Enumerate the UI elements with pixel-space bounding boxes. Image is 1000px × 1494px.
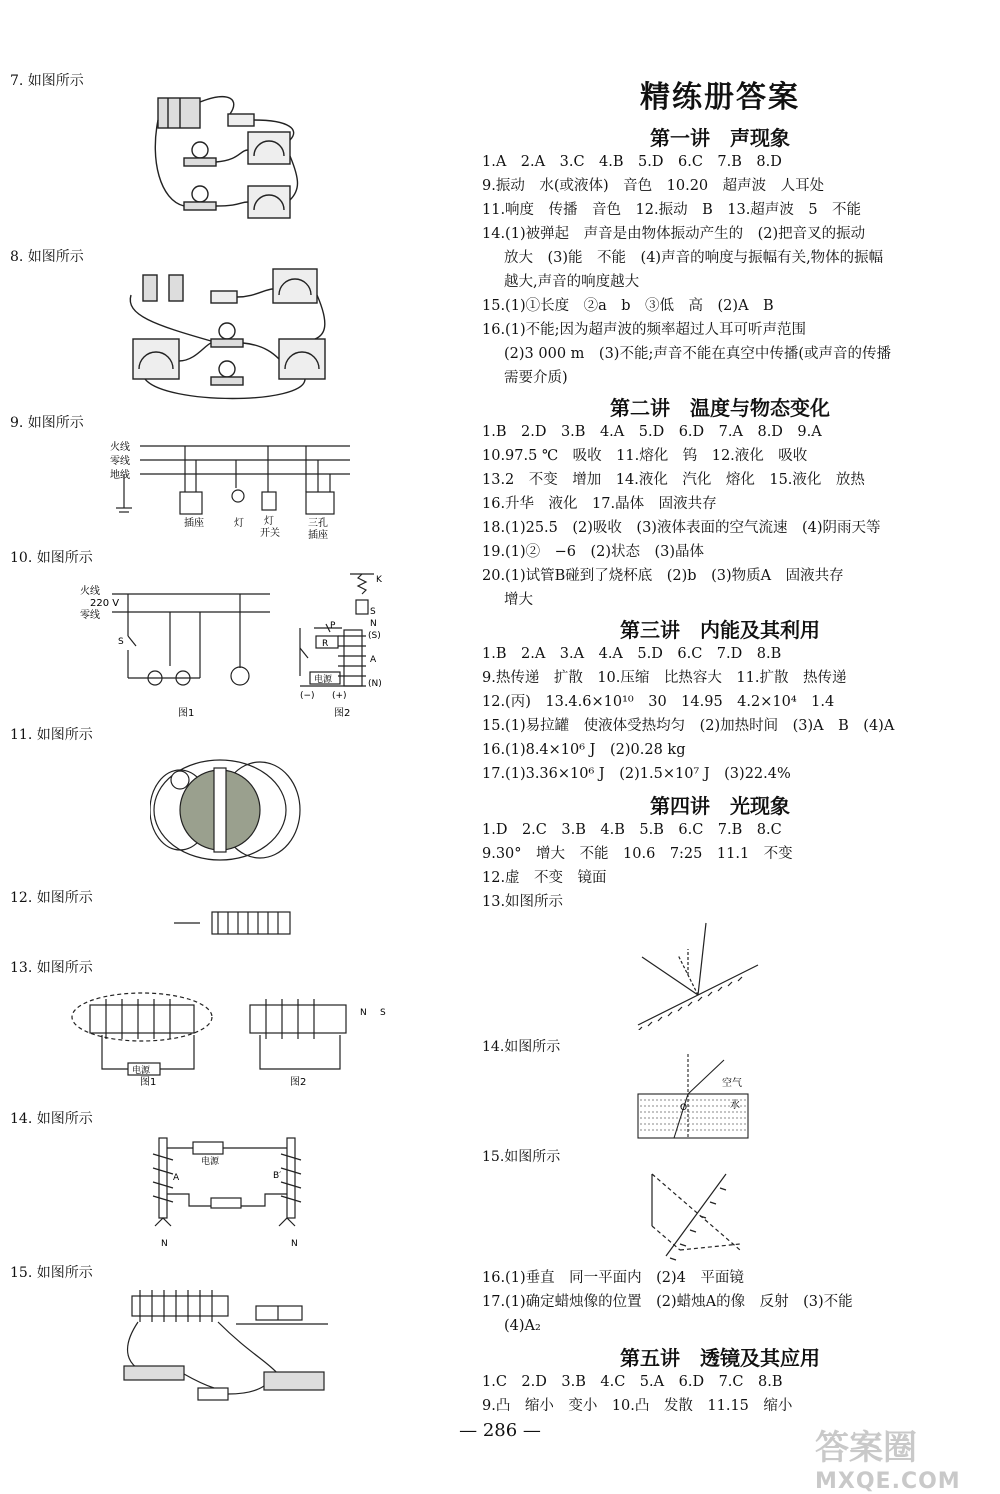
fig10-zero-label: 零线 bbox=[80, 610, 100, 621]
fig14-b-label: B′ bbox=[273, 1171, 282, 1181]
answer-line: 13.如图所示 bbox=[482, 894, 564, 910]
answer-line: 14.(1)被弹起 声音是由物体振动产生的 (2)把音叉的振动 bbox=[482, 226, 866, 242]
circuit-diagram-q10 bbox=[80, 566, 400, 720]
q9-label: 9. 如图所示 bbox=[10, 415, 84, 431]
answer-line: 9.凸 缩小 变小 10.凸 发散 11.15 缩小 bbox=[482, 1398, 793, 1414]
section-2-answers bbox=[482, 420, 982, 612]
three-hole-label-line1: 三孔 bbox=[308, 518, 328, 529]
fig13-figure1-caption: 图1 bbox=[140, 1077, 157, 1088]
fig10-fire-label: 火线 bbox=[80, 586, 100, 597]
fig10-plus-label: (+) bbox=[332, 691, 347, 701]
fig13-figure2-caption: 图2 bbox=[290, 1077, 307, 1088]
fig14-a-label: A bbox=[173, 1173, 180, 1183]
fig10-k-label: K bbox=[376, 575, 382, 585]
fig14-n-right-label: N bbox=[291, 1239, 298, 1249]
answer-line: 12.虚 不变 镜面 bbox=[482, 870, 607, 886]
section-5-answers bbox=[482, 1370, 982, 1418]
answer-line: 16.(1)垂直 同一平面内 (2)4 平面镜 bbox=[482, 1270, 744, 1286]
fig10-n-paren-label: (N) bbox=[368, 679, 382, 689]
section-heading-3: 第三讲 内能及其利用 bbox=[620, 618, 820, 642]
section-heading-1: 第一讲 声现象 bbox=[650, 126, 790, 150]
switch-label-line1: 灯 bbox=[264, 516, 274, 527]
answer-line: 增大 bbox=[504, 592, 533, 608]
fig10-power-label: 电源 bbox=[314, 675, 333, 685]
circuit-diagram-q7 bbox=[150, 90, 310, 220]
fig10-a-label: A bbox=[370, 655, 377, 665]
answer-line: 15.(1)①长度 ②a b ③低 高 (2)A B bbox=[482, 298, 774, 314]
answer-line: 19.(1)② −6 (2)状态 (3)晶体 bbox=[482, 544, 705, 560]
q7-label: 7. 如图所示 bbox=[10, 73, 84, 89]
q8-label: 8. 如图所示 bbox=[10, 249, 84, 265]
answer-line: (2)3 000 m (3)不能;声音不能在真空中传播(或声音的传播 bbox=[504, 346, 891, 362]
fig10-voltage-label: 220 V bbox=[90, 598, 120, 609]
fig10-s-label: S bbox=[370, 607, 376, 617]
answer-line: 越大,声音的响度越大 bbox=[504, 274, 640, 290]
fig13-s-label: S bbox=[380, 1008, 386, 1018]
answer-line: 18.(1)25.5 (2)吸收 (3)液体表面的空气流速 (4)阴雨天等 bbox=[482, 520, 881, 536]
origin-label: O bbox=[680, 1103, 688, 1113]
fig13-n-label: N bbox=[360, 1008, 367, 1018]
answer-line: 16.(1)不能;因为超声波的频率超过人耳可听声范围 bbox=[482, 322, 806, 338]
refraction-diagram bbox=[630, 1050, 750, 1142]
section-3-answers bbox=[482, 642, 982, 786]
optics-q15-label: 15.如图所示 bbox=[482, 1149, 561, 1165]
switch-label-line2: 开关 bbox=[260, 528, 280, 539]
page-title: 精练册答案 bbox=[640, 80, 800, 115]
answer-line: 15.(1)易拉罐 使液体受热均匀 (2)加热时间 (3)A B (4)A bbox=[482, 718, 895, 734]
answer-line: 17.(1)3.36×10⁶ J (2)1.5×10⁷ J (3)22.4% bbox=[482, 766, 791, 782]
fig10-figure1-caption: 图1 bbox=[178, 708, 195, 719]
answer-line: 9.振动 水(或液体) 音色 10.20 超声波 人耳处 bbox=[482, 178, 825, 194]
section-heading-2: 第二讲 温度与物态变化 bbox=[610, 396, 830, 420]
section-heading-5: 第五讲 透镜及其应用 bbox=[620, 1346, 820, 1370]
circuit-diagram-q8 bbox=[125, 265, 335, 405]
fire-wire-label: 火线 bbox=[110, 442, 130, 453]
water-label: 水 bbox=[730, 1100, 740, 1111]
answer-line: 10.97.5 ℃ 吸收 11.熔化 钨 12.液化 吸收 bbox=[482, 448, 808, 464]
optics-followup-answers bbox=[482, 1266, 982, 1338]
answer-line: 1.B 2.D 3.B 4.A 5.D 6.D 7.A 8.D 9.A bbox=[482, 424, 822, 440]
q15-label: 15. 如图所示 bbox=[10, 1265, 93, 1281]
reflection-diagram bbox=[628, 915, 768, 1030]
q13-label: 13. 如图所示 bbox=[10, 960, 93, 976]
fig14-n-left-label: N bbox=[161, 1239, 168, 1249]
answer-line: 1.B 2.A 3.A 4.A 5.D 6.C 7.D 8.B bbox=[482, 646, 782, 662]
answer-line: (4)A₂ bbox=[504, 1318, 541, 1334]
section-heading-4: 第四讲 光现象 bbox=[650, 794, 790, 818]
fig14-power-label: 电源 bbox=[201, 1157, 220, 1167]
answer-line: 1.D 2.C 3.B 4.B 5.B 6.C 7.B 8.C bbox=[482, 822, 782, 838]
watermark-url: MXQE.COM bbox=[815, 1469, 961, 1494]
answer-line: 需要介质) bbox=[504, 370, 568, 386]
fig10-minus-label: (−) bbox=[300, 691, 315, 701]
zero-wire-label: 零线 bbox=[110, 456, 130, 467]
electromagnet-diagram-q13 bbox=[70, 985, 400, 1100]
section-4-answers bbox=[482, 818, 982, 914]
plane-mirror-diagram bbox=[636, 1160, 776, 1266]
answer-line: 1.C 2.D 3.B 4.C 5.A 6.D 7.C 8.B bbox=[482, 1374, 783, 1390]
fig10-figure2-caption: 图2 bbox=[334, 708, 351, 719]
fig10-switch-label: S bbox=[118, 637, 124, 647]
optics-q14-label: 14.如图所示 bbox=[482, 1039, 561, 1055]
solenoid-diagram-q12 bbox=[170, 906, 300, 944]
q11-label: 11. 如图所示 bbox=[10, 727, 93, 743]
answer-line: 16.升华 液化 17.晶体 固液共存 bbox=[482, 496, 717, 512]
three-hole-label-line2: 插座 bbox=[308, 530, 328, 541]
answer-line: 20.(1)试管B碰到了烧杯底 (2)b (3)物质A 固液共存 bbox=[482, 568, 844, 584]
q10-label: 10. 如图所示 bbox=[10, 550, 93, 566]
fig10-r-label: R bbox=[322, 639, 329, 649]
ground-wire-label: 地线 bbox=[110, 470, 130, 481]
answer-line: 17.(1)确定蜡烛像的位置 (2)蜡烛A的像 反射 (3)不能 bbox=[482, 1294, 853, 1310]
answer-line: 放大 (3)能 不能 (4)声音的响度与振幅有关,物体的振幅 bbox=[504, 250, 884, 266]
q14-label: 14. 如图所示 bbox=[10, 1111, 93, 1127]
answer-line: 9.30° 增大 不能 10.6 7:25 11.1 不变 bbox=[482, 846, 793, 862]
section-1-answers bbox=[482, 150, 982, 390]
answer-line: 1.A 2.A 3.C 4.B 5.D 6.C 7.B 8.D bbox=[482, 154, 782, 170]
socket-label: 插座 bbox=[184, 518, 204, 529]
electromagnet-nails-diagram bbox=[145, 1134, 315, 1250]
electromagnet-circuit-q15 bbox=[118, 1282, 348, 1412]
watermark bbox=[815, 1420, 995, 1494]
fig13-power-label: 电源 bbox=[132, 1066, 151, 1076]
answer-line: 13.2 不变 增加 14.液化 汽化 熔化 15.液化 放热 bbox=[482, 472, 865, 488]
fig10-n-label: N bbox=[370, 619, 377, 629]
lamp-label: 灯 bbox=[234, 518, 244, 529]
household-wiring-diagram bbox=[110, 432, 370, 544]
fig10-s-paren-label: (S) bbox=[368, 631, 381, 641]
watermark-chinese: 答案圈 bbox=[815, 1428, 917, 1468]
answer-line: 9.热传递 扩散 10.压缩 比热容大 11.扩散 热传递 bbox=[482, 670, 847, 686]
answer-line: 12.(丙) 13.4.6×10¹⁰ 30 14.95 4.2×10⁴ 1.4 bbox=[482, 694, 835, 710]
earth-magnetic-field-diagram bbox=[150, 740, 330, 880]
air-label: 空气 bbox=[722, 1078, 742, 1089]
page-number: — 286 — bbox=[459, 1420, 541, 1441]
q12-label: 12. 如图所示 bbox=[10, 890, 93, 906]
answer-line: 11.响度 传播 音色 12.振动 B 13.超声波 5 不能 bbox=[482, 202, 862, 218]
fig10-p-label: P bbox=[330, 621, 336, 631]
answer-line: 16.(1)8.4×10⁶ J (2)0.28 kg bbox=[482, 742, 686, 758]
